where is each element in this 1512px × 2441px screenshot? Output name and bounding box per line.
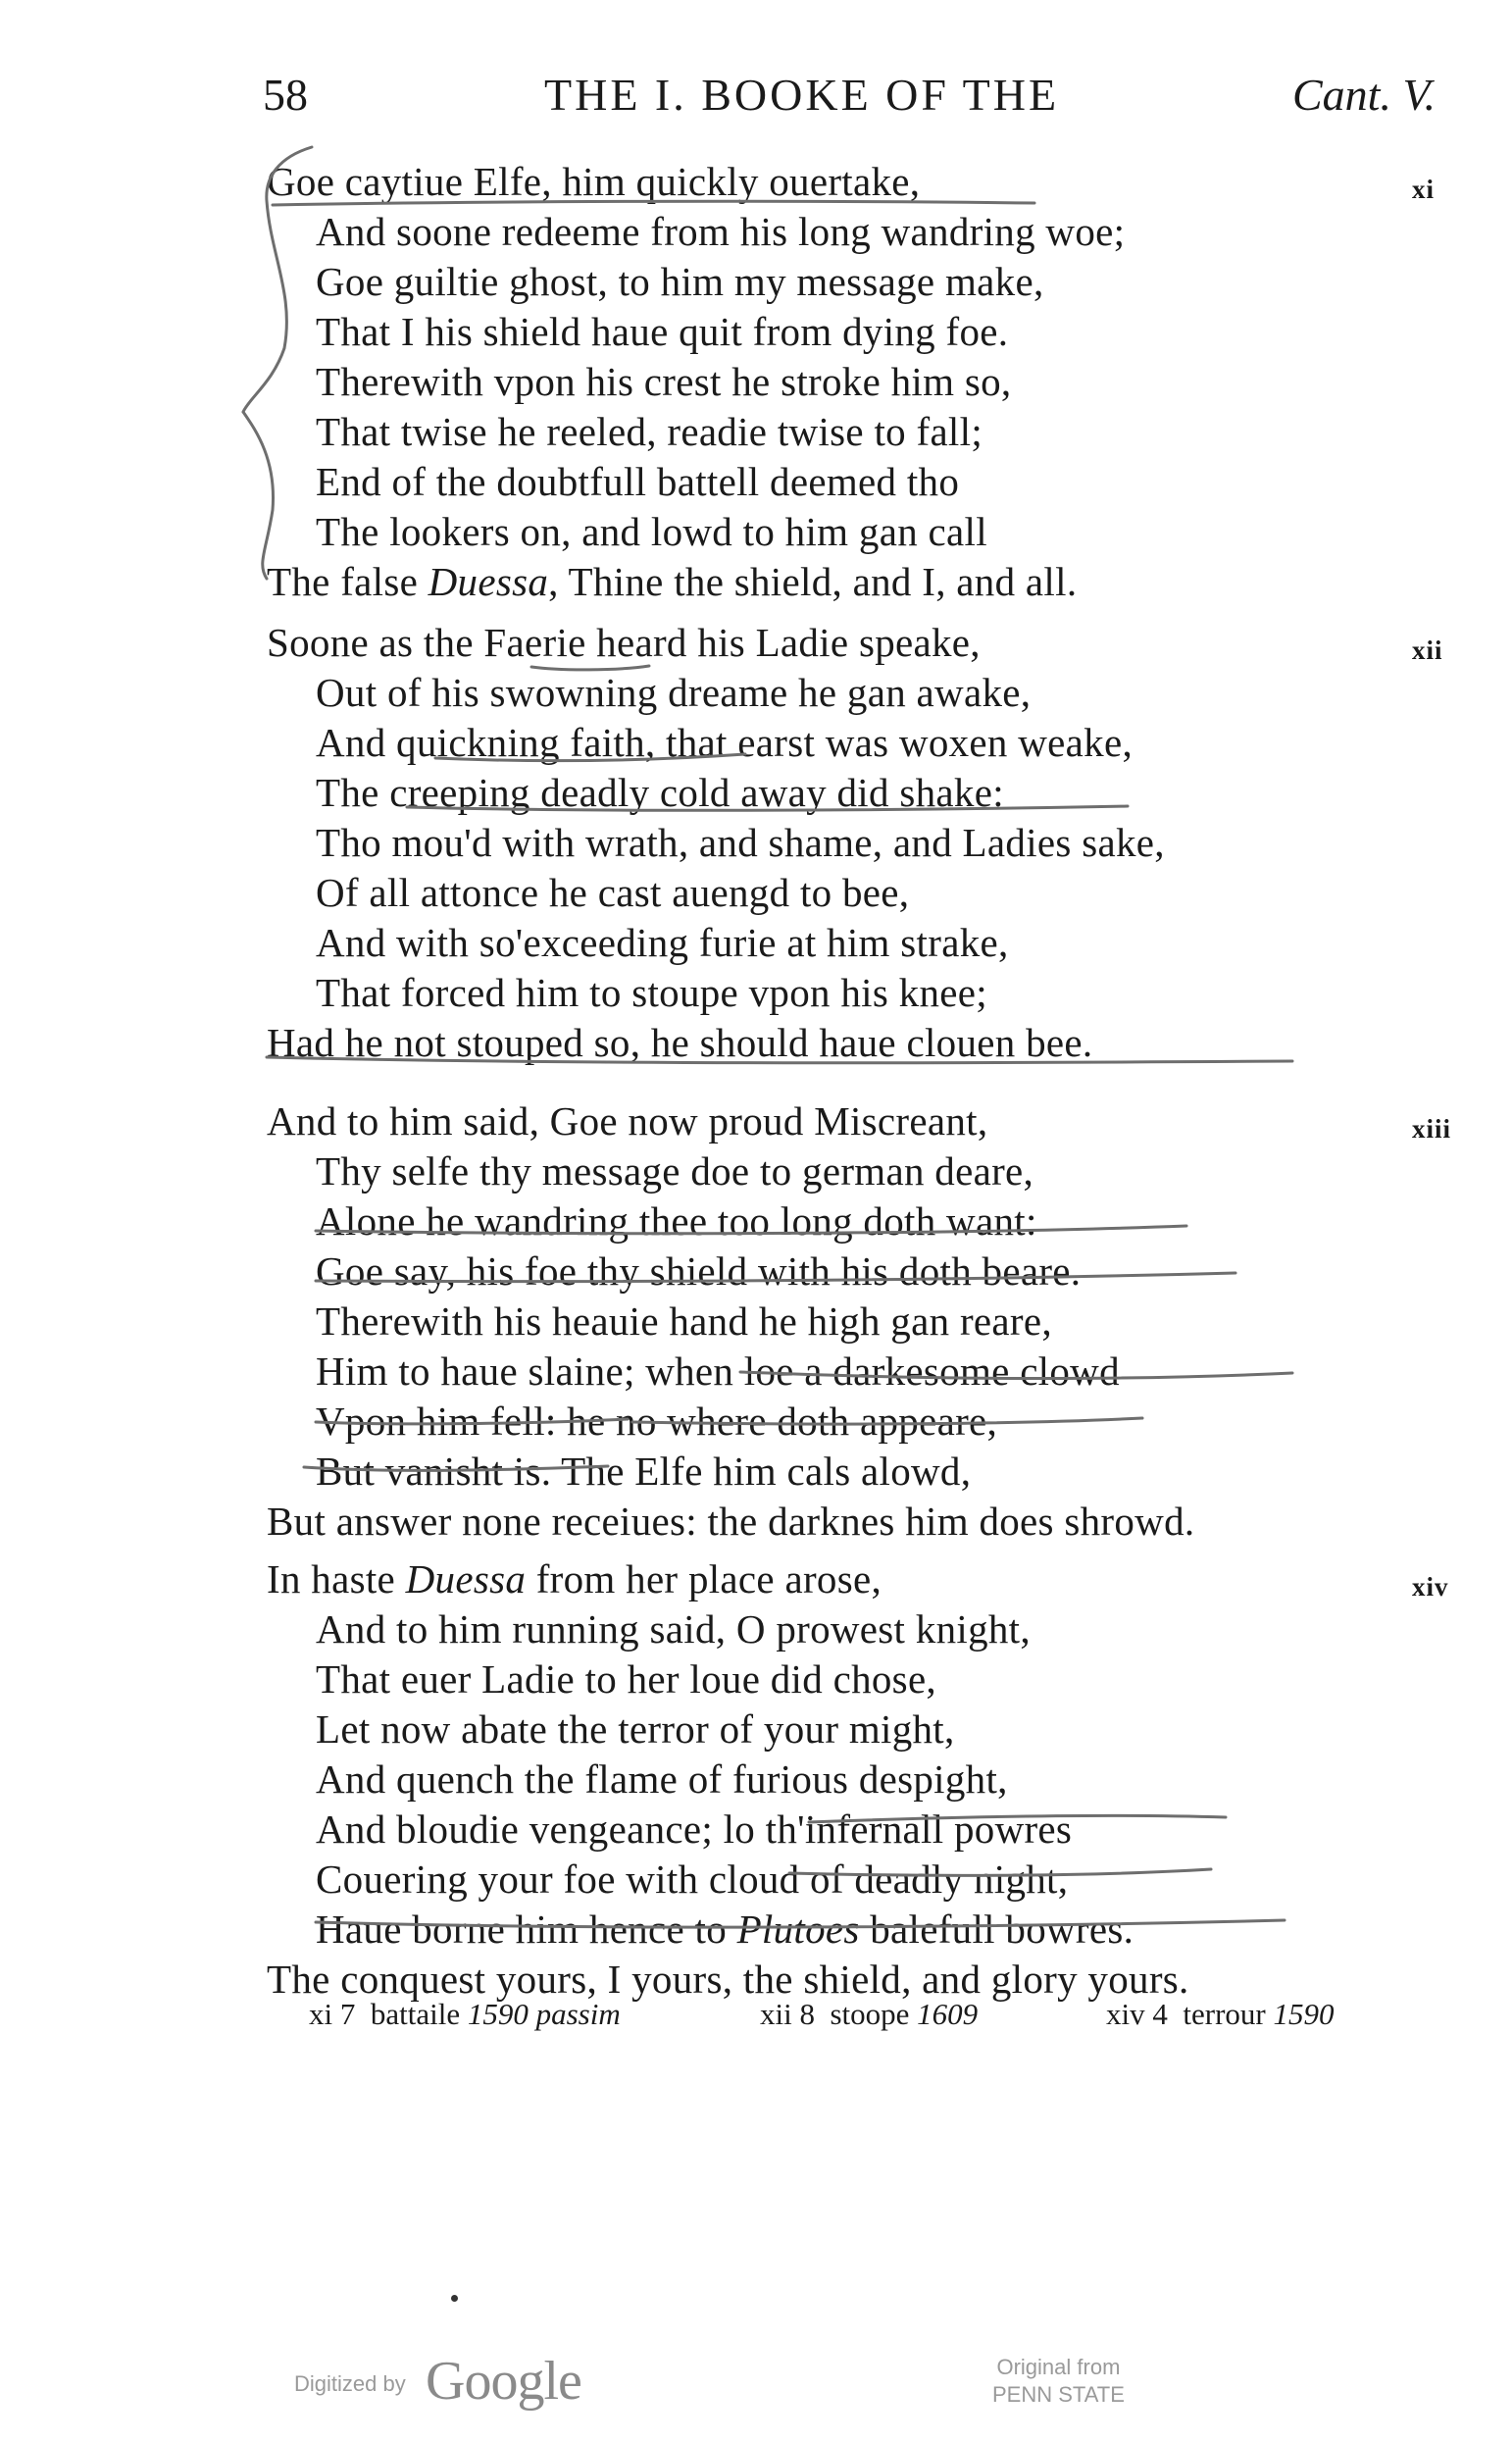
canto-label: Cant. V. — [1292, 70, 1436, 120]
original-from-label: Original from — [996, 2355, 1121, 2379]
verse-line: Of all attonce he cast auengd to bee, — [316, 870, 910, 915]
page-header — [0, 69, 1512, 127]
verse-line: And to him said, Goe now proud Miscreant, — [267, 1098, 988, 1144]
verse-line: Haue borne him hence to Plutoes balefull bowres. — [316, 1907, 1134, 1952]
verse-line: And to him running said, O prowest knight, — [316, 1606, 1031, 1652]
verse-line: The conquest yours, I yours, the shield, and glory yours. — [267, 1957, 1189, 2002]
page-number: 58 — [263, 70, 308, 120]
google-logo: Google — [426, 2351, 581, 2412]
verse-line: Alone he wandring thee too long doth want: — [316, 1198, 1037, 1244]
verse-line: And with so'exceeding furie at him strake, — [316, 920, 1009, 965]
original-from — [992, 2354, 1125, 2409]
stanza-number: xiv — [1412, 1572, 1449, 1602]
running-title: THE I. BOOKE OF THE — [544, 70, 1060, 120]
stanza-number: xi — [1412, 175, 1436, 204]
verse-line: That twise he reeled, readie twise to fall; — [316, 409, 983, 454]
verse-line: Goe say, his foe thy shield with his doth beare. — [316, 1248, 1082, 1294]
verse-line: But answer none receiues: the darknes him does shrowd. — [267, 1499, 1195, 1544]
verse-line: And soone redeeme from his long wandring woe; — [316, 209, 1126, 254]
verse-line: Had he not stouped so, he should haue clouen bee. — [267, 1020, 1093, 1065]
digitized-by-label: Digitized by — [294, 2371, 406, 2396]
textual-note: xiv 4 terrour 1590 — [1106, 1997, 1335, 2031]
textual-note: xii 8 stoope 1609 — [760, 1997, 979, 2031]
verse-line: And quickning faith, that earst was woxen weake, — [316, 720, 1134, 765]
verse-line: Goe guiltie ghost, to him my message make, — [316, 259, 1044, 304]
verse-line: Therewith vpon his crest he stroke him so, — [316, 359, 1012, 404]
textual-notes — [0, 1997, 1512, 2046]
verse-line: Vpon him fell: he no where doth appeare, — [316, 1398, 998, 1444]
verse-line: And bloudie vengeance; lo th'infernall powres — [316, 1806, 1073, 1852]
verse-line: Tho mou'd with wrath, and shame, and Ladies sake, — [316, 820, 1165, 865]
verse-line: Him to haue slaine; when loe a darkesome clowd — [316, 1348, 1120, 1394]
textual-note: xi 7 battaile 1590 passim — [309, 1997, 621, 2031]
verse-line: Let now abate the terror of your might, — [316, 1706, 955, 1752]
verse-line: The creeping deadly cold away did shake: — [316, 770, 1004, 815]
verse-line: Goe caytiue Elfe, him quickly ouertake, — [267, 159, 921, 204]
verse-line: That euer Ladie to her loue did chose, — [316, 1656, 936, 1702]
verse-line: But vanisht is. The Elfe him cals alowd, — [316, 1449, 972, 1494]
stanza-number: xiii — [1412, 1114, 1452, 1144]
stanza-number: xii — [1412, 636, 1443, 665]
verse-line: Couering your foe with cloud of deadly night, — [316, 1856, 1069, 1902]
verse-line: That I his shield haue quit from dying foe. — [316, 309, 1009, 354]
verse-line: And quench the flame of furious despight, — [316, 1756, 1008, 1802]
institution-name: PENN STATE — [992, 2382, 1125, 2407]
verse-line: That forced him to stoupe vpon his knee; — [316, 970, 987, 1015]
verse-line: The lookers on, and lowd to him gan call — [316, 509, 987, 554]
page-dot — [451, 2295, 458, 2302]
verse-line: Thy selfe thy message doe to german deare, — [316, 1148, 1034, 1194]
verse-line: The false Duessa, Thine the shield, and I, and all. — [267, 559, 1078, 604]
verse-line: End of the doubtfull battell deemed tho — [316, 459, 960, 504]
verse-line: In haste Duessa from her place arose, — [267, 1556, 882, 1602]
verse-line: Out of his swowning dreame he gan awake, — [316, 670, 1032, 715]
verse-line: Therewith his heauie hand he high gan reare, — [316, 1298, 1052, 1344]
verse-line: Soone as the Faerie heard his Ladie speake, — [267, 620, 981, 665]
